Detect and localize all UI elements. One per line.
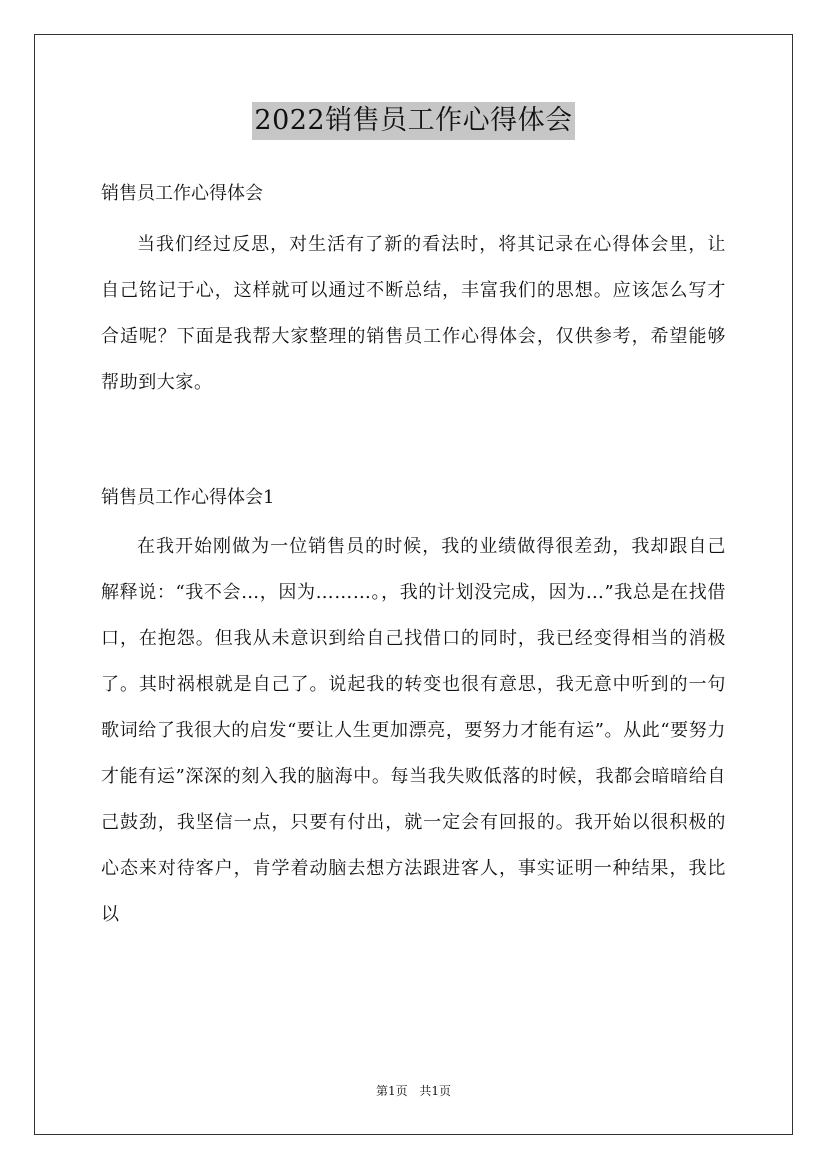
section-1-paragraph: 在我开始刚做为一位销售员的时候，我的业绩做得很差劲，我却跟自己解释说：“我不会…，因为………。，我的计划没完成，因为…”我总是在找借口，在抱怨。但我从未意识到给自己找借口的同时，我已经变得相当的消极了。其时祸根就是自己了。说起我的转变也很有意思，我无意中听到的一句歌词给了我很大的启发“要让人生更加漂亮，要努力才能有运”。从此“要努力才能有运”深深的刻入我的脑海中。每当我失败低落的时候，我都会暗暗给自己鼓劲，我坚信一点，只要有付出，就一定会有回报的。我开始以很积极的心态来对待客户，肯学着动脑去想方法跟进客人，事实证明一种结果，我比以 — [101, 536, 726, 925]
page-footer — [0, 1083, 827, 1099]
intro-paragraph: 当我们经过反思，对生活有了新的看法时，将其记录在心得体会里，让自己铭记于心，这样就可以通过不断总结，丰富我们的思想。应该怎么写才合适呢？下面是我帮大家整理的销售员工作心得体会，仅供参考，希望能够帮助到大家。 — [101, 234, 726, 393]
document-body — [101, 172, 726, 938]
title-area — [0, 102, 827, 140]
page-number-current: 第1页 — [375, 1084, 408, 1098]
document-title: 2022销售员工作心得体会 — [252, 102, 574, 140]
intro-heading: 销售员工作心得体会 — [101, 183, 263, 204]
section-1-heading: 销售员工作心得体会1 — [101, 487, 275, 508]
page-number-total: 共1页 — [419, 1084, 452, 1098]
